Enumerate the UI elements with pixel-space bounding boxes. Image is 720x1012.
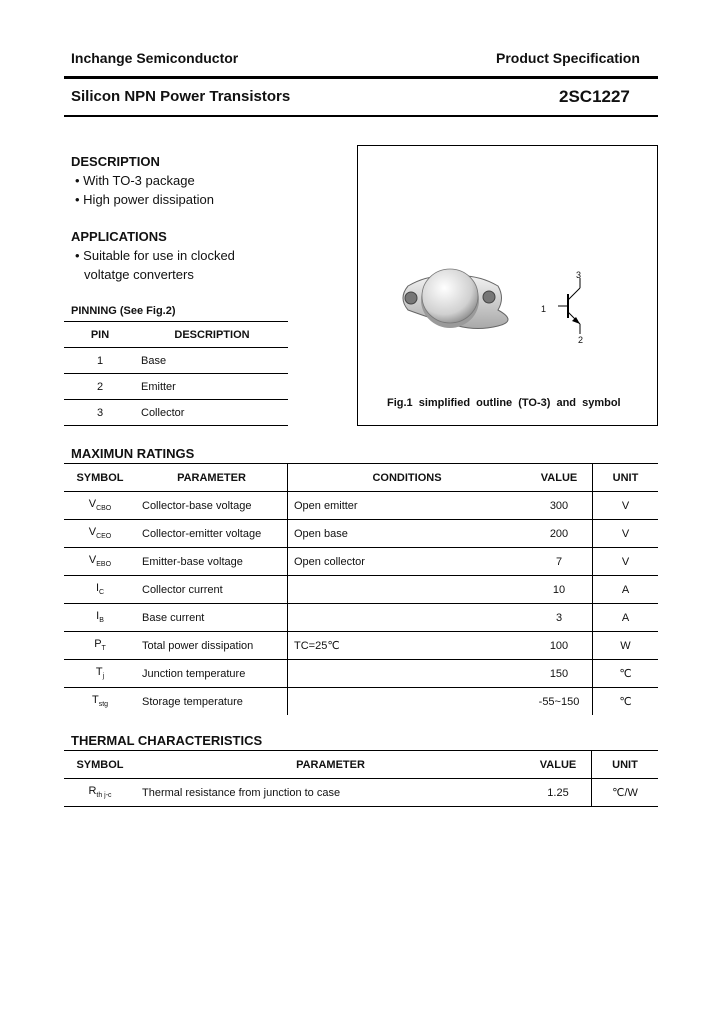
pin-label: 1 xyxy=(541,304,547,314)
column-header: UNIT xyxy=(593,464,659,492)
unit-cell: W xyxy=(593,632,659,660)
table-header-row xyxy=(64,464,658,492)
symbol-cell: $T_j$ xyxy=(64,660,136,688)
unit-cell: ℃/W xyxy=(592,779,659,807)
value-cell: 100 xyxy=(526,632,593,660)
symbol-cell: $V_{CEO}$ xyxy=(64,520,136,548)
applications-title: APPLICATIONS xyxy=(71,229,167,244)
parameter-cell: Emitter-base voltage xyxy=(136,548,288,576)
product-line: Silicon NPN Power Transistors xyxy=(71,88,291,105)
column-header: SYMBOL xyxy=(64,464,136,492)
pin-number: 2 xyxy=(64,374,136,400)
column-header: DESCRIPTION xyxy=(136,322,288,348)
pin-number: 3 xyxy=(64,400,136,426)
symbol-cell: $T_{stg}$ xyxy=(91,694,109,709)
value-cell: 10 xyxy=(526,576,593,604)
unit-cell: V xyxy=(593,492,659,520)
title-rule xyxy=(64,115,658,117)
pin-label: 3 xyxy=(576,270,582,280)
column-header: VALUE xyxy=(526,464,593,492)
value-cell: -55~150 xyxy=(538,695,580,708)
symbol-cell: $R_{th j-c}$ xyxy=(64,779,136,807)
max-ratings-title: MAXIMUN RATINGS xyxy=(71,446,195,461)
pinning-table xyxy=(64,321,288,426)
parameter-cell: Junction temperature xyxy=(136,660,288,688)
pinning-title: PINNING (See Fig.2) xyxy=(71,305,176,317)
npn-transistor-symbol xyxy=(358,146,657,425)
pin-description: Collector xyxy=(136,400,288,426)
column-header: VALUE xyxy=(525,751,592,779)
figure-box xyxy=(357,145,658,426)
table-row xyxy=(64,348,288,374)
description-title: DESCRIPTION xyxy=(71,154,160,169)
conditions-cell: Open base xyxy=(288,520,527,548)
conditions-cell xyxy=(288,660,527,688)
table-row xyxy=(64,660,658,688)
doc-type: Product Specification xyxy=(496,50,640,66)
column-header: UNIT xyxy=(592,751,659,779)
table-row xyxy=(64,576,658,604)
description-item: • With TO-3 package xyxy=(75,173,195,188)
table-row xyxy=(64,604,658,632)
company-name: Inchange Semiconductor xyxy=(71,50,239,66)
table-header-row xyxy=(64,751,658,779)
pin-description: Emitter xyxy=(136,374,288,400)
table-row xyxy=(64,632,658,660)
unit-cell: V xyxy=(593,520,659,548)
column-header: SYMBOL xyxy=(64,751,136,779)
description-item: • High power dissipation xyxy=(75,192,214,207)
conditions-cell xyxy=(288,688,527,716)
symbol-cell: $I_C$ xyxy=(64,576,136,604)
max-ratings-table xyxy=(64,463,658,715)
value-cell: 1.25 xyxy=(525,779,592,807)
value-cell: 200 xyxy=(526,520,593,548)
unit-cell: ℃ xyxy=(593,688,659,716)
parameter-cell: Base current xyxy=(136,604,288,632)
pin-description: Base xyxy=(136,348,288,374)
applications-item: • Suitable for use in clocked xyxy=(75,248,235,263)
parameter-cell: Storage temperature xyxy=(142,695,243,708)
column-header: PARAMETER xyxy=(136,464,288,492)
column-header: PIN xyxy=(64,322,136,348)
parameter-cell: Collector-emitter voltage xyxy=(136,520,288,548)
parameter-cell: Thermal resistance from junction to case xyxy=(136,779,525,807)
thermal-table xyxy=(64,750,658,807)
symbol-cell: $P_T$ xyxy=(64,632,136,660)
thermal-title: THERMAL CHARACTERISTICS xyxy=(71,733,263,748)
table-header-row xyxy=(64,322,288,348)
conditions-cell xyxy=(288,576,527,604)
pin-number: 1 xyxy=(64,348,136,374)
unit-cell: ℃ xyxy=(593,660,659,688)
pin-label: 2 xyxy=(578,335,584,345)
table-row xyxy=(64,374,288,400)
column-header: CONDITIONS xyxy=(288,464,527,492)
parameter-cell: Collector current xyxy=(136,576,288,604)
conditions-cell: Open emitter xyxy=(288,492,527,520)
unit-cell: A xyxy=(593,604,659,632)
unit-cell: V xyxy=(593,548,659,576)
unit-cell: A xyxy=(593,576,659,604)
conditions-cell: TC=25℃ xyxy=(288,632,527,660)
table-row xyxy=(64,520,658,548)
table-row xyxy=(64,400,288,426)
part-number: 2SC1227 xyxy=(559,87,630,106)
conditions-cell xyxy=(288,604,527,632)
conditions-cell: Open collector xyxy=(288,548,527,576)
value-cell: 150 xyxy=(526,660,593,688)
table-row xyxy=(64,548,658,576)
table-row xyxy=(64,779,658,807)
symbol-cell: $I_B$ xyxy=(64,604,136,632)
value-cell: 3 xyxy=(526,604,593,632)
value-cell: 300 xyxy=(526,492,593,520)
symbol-cell: $V_{CBO}$ xyxy=(64,492,136,520)
parameter-cell: Collector-base voltage xyxy=(136,492,288,520)
applications-item: voltatge converters xyxy=(84,267,194,282)
table-row xyxy=(64,688,658,716)
symbol-cell: $V_{EBO}$ xyxy=(64,548,136,576)
table-row xyxy=(64,492,658,520)
value-cell: 7 xyxy=(526,548,593,576)
figure-caption: Fig.1 simplified outline (TO-3) and symbol xyxy=(387,397,621,409)
header-rule xyxy=(64,76,658,79)
parameter-cell: Total power dissipation xyxy=(136,632,288,660)
column-header: PARAMETER xyxy=(136,751,525,779)
